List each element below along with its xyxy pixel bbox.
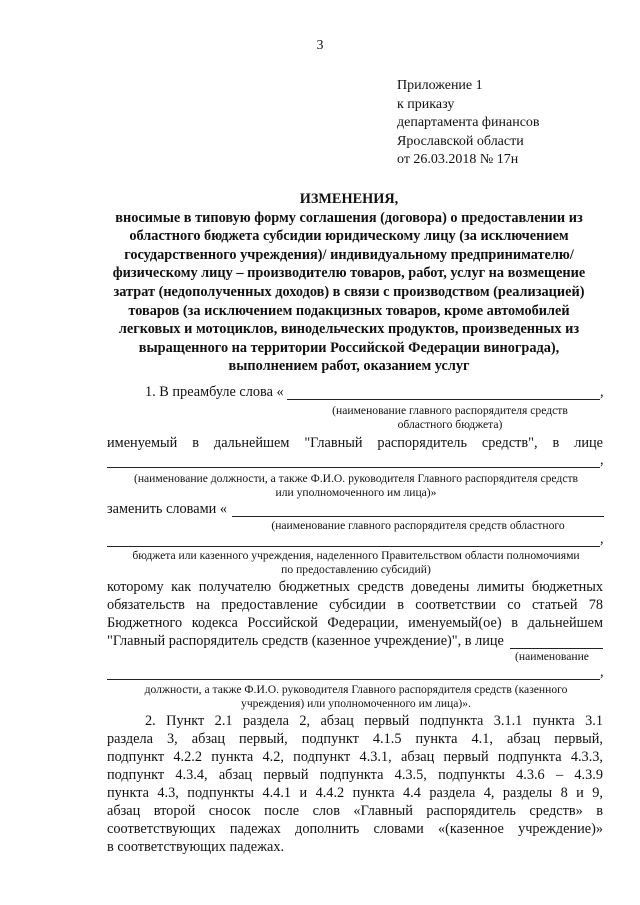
caption: по предоставлению субсидий) <box>281 563 431 576</box>
item1-intro-end: , <box>600 384 604 400</box>
title-line: выращенного на территории Российской Федерации винограда), <box>138 339 560 356</box>
title-line: легковых и мотоциклов, винодельческих продуктов, произведенных из <box>118 321 580 338</box>
title-line: затрат (недополученных доходов) в связи с производством (реализацией) <box>113 283 585 300</box>
fill-line <box>510 648 603 649</box>
item1-replace: заменить словами « <box>107 501 227 517</box>
item1-body-line: которому как получателю бюджетных средств доведены лимиты бюджетных <box>107 579 603 595</box>
fill-line <box>287 399 600 400</box>
caption: учреждения) или уполномоченного им лица)». <box>241 697 471 710</box>
item1-text-end: , <box>600 452 604 468</box>
title-line: вносимые в типовую форму соглашения (договора) о предоставлении из <box>115 209 583 226</box>
fill-line <box>107 679 600 680</box>
appendix-line: департамента финансов <box>397 115 540 130</box>
item2-line: 2. Пункт 2.1 раздела 2, абзац первый подпункта 3.1.1 пункта 3.1 <box>145 713 603 729</box>
item2-line: соответствующих падежах дополнить словами «(казенное учреждение)» <box>107 821 603 837</box>
item2-line: в соответствующих падежах. <box>107 839 285 855</box>
item1-body-end: , <box>600 664 604 680</box>
title-line: государственного учреждения)/ индивидуальному предпринимателю/ <box>124 246 574 263</box>
caption: областного бюджета) <box>397 418 503 431</box>
item2-line: подпункт 4.2.2 пункта 4.2, подпункт 4.3.1, абзац первый подпункта 4.3.3, <box>107 749 603 765</box>
appendix-line: Приложение 1 <box>397 78 483 93</box>
title-line: товаров (за исключением подакцизных товаров, кроме автомобилей <box>128 302 570 319</box>
page-number: 3 <box>316 38 324 53</box>
caption: должности, а также Ф.И.О. руководителя Главного распорядителя средств (казенного <box>144 683 568 696</box>
title-line: выполнением работ, оказанием услуг <box>228 358 470 375</box>
item1-body-line: "Главный распорядитель средств (казенное учреждение)", в лице <box>107 633 504 649</box>
item2-line: раздела 3, абзац первый, подпункт 4.1.5 пункта 4.1, абзац первый, <box>107 731 603 747</box>
title-line: физическому лицу – производителю товаров, работ, услуг на возмещение <box>112 265 586 282</box>
fill-line <box>232 516 604 517</box>
caption: (наименование <box>515 650 589 663</box>
caption: бюджета или казенного учреждения, наделенного Правительством области полномочиями <box>132 549 580 562</box>
title-heading: ИЗМЕНЕНИЯ, <box>299 191 399 207</box>
item1-replace-end: , <box>600 531 604 547</box>
caption: (наименование должности, а также Ф.И.О. руководителя Главного распорядителя средств <box>133 472 579 485</box>
item1-body-line: обязательств на предоставление субсидии в соответствии со статьей 78 <box>107 597 603 613</box>
appendix-line: к приказу <box>397 96 455 112</box>
item1-text: именуемый в дальнейшем "Главный распорядитель средств", в лице <box>107 435 603 451</box>
fill-line <box>107 467 600 468</box>
caption: (наименование главного распорядителя средств областного <box>271 519 565 532</box>
item1-intro: 1. В преамбуле слова « <box>145 384 284 400</box>
title-line: областного бюджета субсидии юридическому лицу (за исключением <box>129 228 569 245</box>
caption: или уполномоченного им лица)» <box>275 486 437 499</box>
appendix-line: от 26.03.2018 № 17н <box>397 152 519 167</box>
appendix-header <box>397 77 540 170</box>
item1-body-line: Бюджетного кодекса Российской Федерации, именуемый(ое) в дальнейшем <box>107 615 603 631</box>
document-title <box>96 190 602 376</box>
item2-line: подпункт 4.3.4, абзац первый подпункта 4.3.5, подпункты 4.3.6 – 4.3.9 <box>107 767 603 783</box>
item2-line: пункта 4.3, подпункты 4.4.1 и 4.4.2 пункта 4.4 раздела 4, разделы 8 и 9, <box>107 785 603 801</box>
item2-line: абзац второй сносок после слов «Главный распорядитель средств» в <box>107 803 603 819</box>
appendix-line: Ярославской области <box>397 133 524 149</box>
fill-line <box>107 546 600 547</box>
caption: (наименование главного распорядителя средств <box>332 404 568 417</box>
